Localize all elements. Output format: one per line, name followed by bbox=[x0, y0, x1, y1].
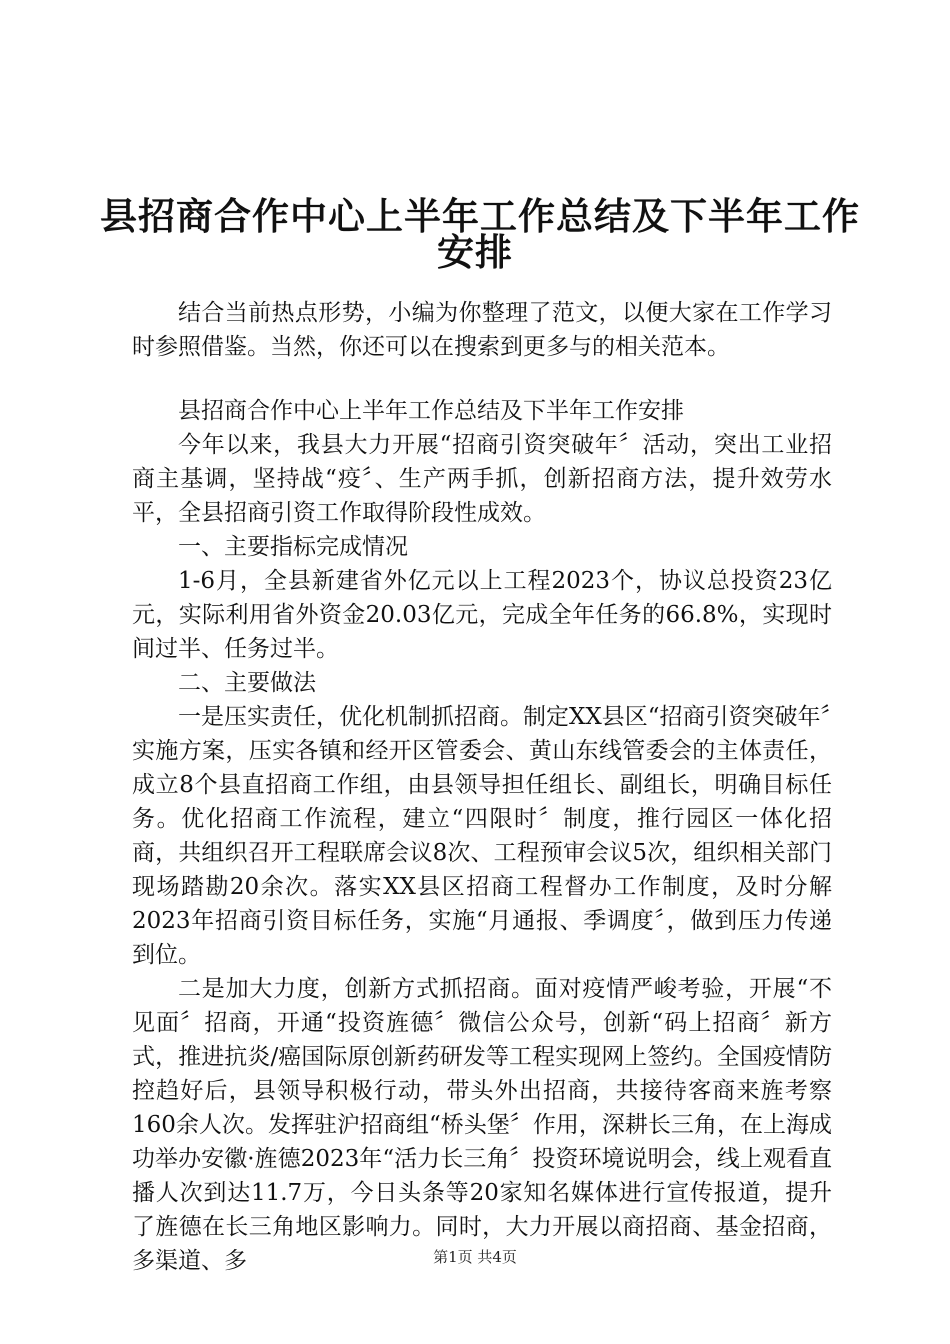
overview-paragraph: 今年以来，我县大力开展“招商引资突破年〞活动，突出工业招商主基调，坚持战“疫〞、生产两手抓，创新招商方法，提升效劳水平，全县招商引资工作取得阶段性成效。 bbox=[132, 432, 832, 526]
section-heading-1: 一、主要指标完成情况 bbox=[178, 534, 408, 560]
intro-paragraph: 结合当前热点形势，小编为你整理了范文，以便大家在工作学习时参照借鉴。当然，你还可以在搜索到更多与的相关范本。 bbox=[132, 300, 832, 360]
measure-paragraph-1: 一是压实责任，优化机制抓招商。制定XX县区“招商引资突破年〞实施方案，压实各镇和经开区管委会、黄山东线管委会的主体责任，成立8个县直招商工作组，由县领导担任组长、副组长，明确目标任务。优化招商工作流程，建立“四限时〞制度，推行园区一体化招商，共组织召开工程联席会议8次、工程预审会议5次，组织相关部门现场踏勘20余次。落实XX县区招商工程督办工作制度，及时分解2023年招商引资目标任务，实施“月通报、季调度〞，做到压力传递到位。 bbox=[132, 704, 833, 968]
document-title-line-1: 县招商合作中心上半年工作总结及下半年工作 bbox=[100, 194, 860, 238]
document-body bbox=[132, 296, 832, 1278]
subtitle-paragraph: 县招商合作中心上半年工作总结及下半年工作安排 bbox=[178, 398, 684, 424]
section-heading-2: 二、主要做法 bbox=[178, 670, 316, 696]
measure-paragraph-2: 二是加大力度，创新方式抓招商。面对疫情严峻考验，开展“不见面〞招商，开通“投资旌德〞微信公众号，创新“码上招商〞新方式，推进抗炎/癌国际原创新药研发等工程实现网上签约。全国疫情防控趋好后，县领导积极行动，带头外出招商，共接待客商来旌考察160余人次。发挥驻沪招商组“桥头堡〞作用，深耕长三角，在上海成功举办安徽·旌德2023年“活力长三角〞投资环境说明会，线上观看直播人次到达11.7万，今日头条等20家知名媒体进行宣传报道，提升了旌德在长三角地区影响力。同时，大力开展以商招商、基金招商，多渠道、多 bbox=[132, 976, 832, 1274]
document-title-line-2: 安排 bbox=[437, 230, 513, 274]
indicator-paragraph: 1-6月，全县新建省外亿元以上工程2023个，协议总投资23亿元，实际利用省外资金20.03亿元，完成全年任务的66.8%，实现时间过半、任务过半。 bbox=[132, 568, 832, 662]
page-number-footer: 第1页 共4页 bbox=[433, 1248, 517, 1266]
